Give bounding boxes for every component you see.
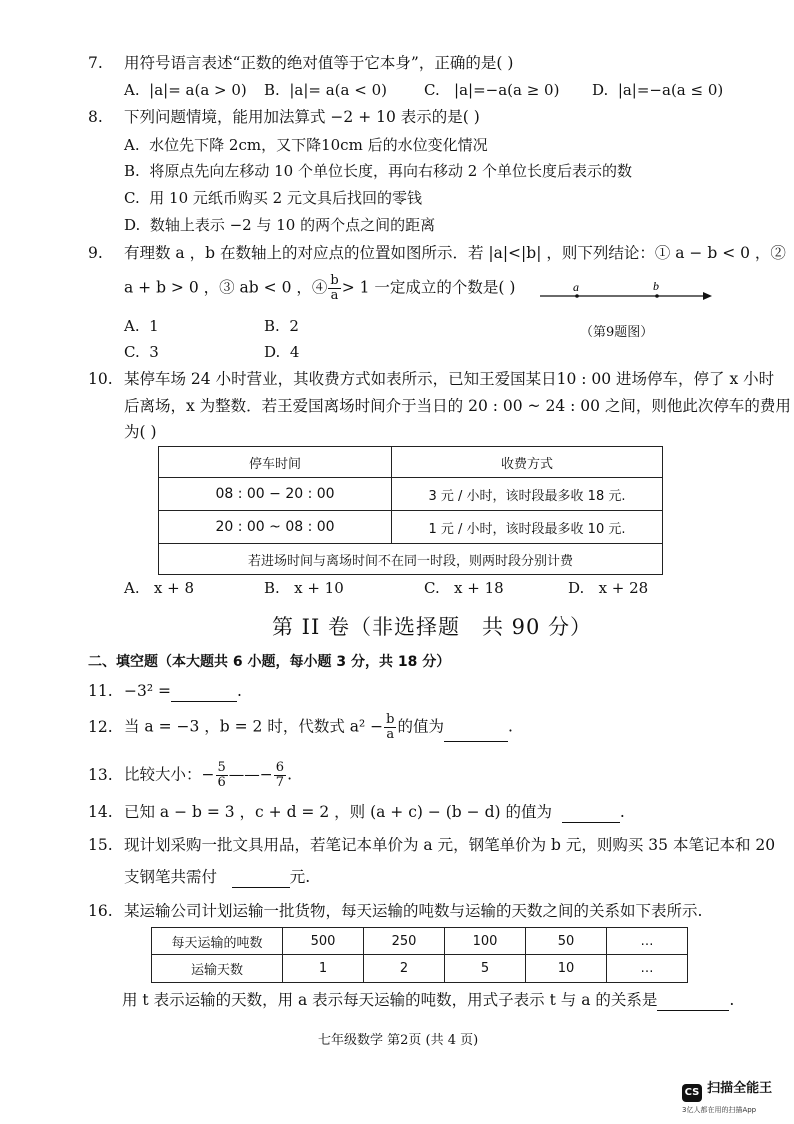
number-line-arrow bbox=[703, 292, 712, 300]
fee-table-header-method: 收费方式 bbox=[392, 447, 663, 478]
transport-tons-4: 50 bbox=[526, 928, 607, 955]
fee-table-note: 若进场时间与离场时间不在同一时段，则两时段分别计费 bbox=[159, 544, 663, 575]
transport-tons-3: 100 bbox=[445, 928, 526, 955]
q13-fraction-1: $\frac{5}{6}$ bbox=[217, 760, 226, 790]
q9-figure-caption: （第9题图） bbox=[580, 325, 654, 340]
transport-tons-2: 250 bbox=[364, 928, 445, 955]
q12-fraction: $\frac{b}{a}$ bbox=[386, 712, 395, 742]
q8-option-d: D. 数轴上表示 −2 与 10 的两个点之间的距离 bbox=[124, 216, 436, 234]
q13: 13. 比较大小：− $\frac{5}{6}$ ——− $\frac{6}{7}$ . bbox=[88, 760, 292, 790]
q10-stem-line2: 后离场，x 为整数．若王爱国离场时间介于当日的 20 : 00 ~ 24 : 00 之间，则他此次停车的费用 bbox=[124, 397, 791, 415]
q9-number-line bbox=[535, 277, 715, 305]
transport-days-4: 10 bbox=[526, 955, 607, 983]
q10-option-c: C. x + 18 bbox=[424, 579, 504, 597]
q16-line1: 16. 某运输公司计划运输一批货物，每天运输的吨数与运输的天数之间的关系如下表所示. bbox=[88, 902, 703, 920]
section2-title: 第 II 卷（非选择题 共 90 分） bbox=[272, 615, 593, 639]
q9-option-d: D. 4 bbox=[264, 343, 300, 361]
q7-option-d: D. |a|=−a(a ≤ 0) bbox=[592, 81, 724, 99]
point-a-dot bbox=[575, 294, 579, 298]
q9-fraction: $\frac{b}{a}$ bbox=[330, 273, 339, 303]
q7-option-c: C. |a|=−a(a ≥ 0) bbox=[424, 81, 560, 99]
q10-fee-table bbox=[158, 446, 663, 575]
q16-line2: 用 t 表示运输的天数，用 a 表示每天运输的吨数，用式子表示 t 与 a 的关系是 . bbox=[122, 991, 735, 1009]
q10-option-a: A. x + 8 bbox=[124, 579, 195, 597]
point-b-dot bbox=[655, 294, 659, 298]
transport-days-more: … bbox=[607, 955, 688, 983]
fee-table-row1-time: 08 : 00 − 20 : 00 bbox=[159, 478, 392, 511]
q7-option-a: A. |a|= a(a > 0) bbox=[124, 81, 247, 99]
point-a-label: a bbox=[573, 280, 579, 294]
q8-option-c: C. 用 10 元纸币购买 2 元文具后找回的零钱 bbox=[124, 189, 422, 207]
transport-days-2: 2 bbox=[364, 955, 445, 983]
transport-days-1: 1 bbox=[283, 955, 364, 983]
fee-table-header-time: 停车时间 bbox=[159, 447, 392, 478]
transport-header-tons: 每天运输的吨数 bbox=[152, 928, 283, 955]
q8-option-a: A. 水位先下降 2cm，又下降10cm 后的水位变化情况 bbox=[124, 136, 488, 154]
q16-answer-blank bbox=[657, 994, 729, 1011]
q16-transport-table bbox=[151, 927, 688, 983]
q14-answer-blank bbox=[562, 806, 620, 823]
transport-days-3: 5 bbox=[445, 955, 526, 983]
q10-option-b: B. x + 10 bbox=[264, 579, 344, 597]
q7-option-b: B. |a|= a(a < 0) bbox=[264, 81, 387, 99]
q9-stem-line1: 9. 有理数 a ，b 在数轴上的对应点的位置如图所示．若 |a|<|b| ，则下列结论：① a − b < 0 ，② bbox=[88, 244, 786, 262]
q9-option-b: B. 2 bbox=[264, 317, 299, 335]
watermark-name: 扫描全能王 bbox=[707, 1081, 773, 1096]
q7-text: 用符号语言表述“正数的绝对值等于它本身”，正确的是( ) bbox=[124, 54, 514, 72]
fee-table-row2-time: 20 : 00 ~ 08 : 00 bbox=[159, 511, 392, 544]
q12: 12. 当 a = −3 ，b = 2 时，代数式 a² − $\frac{b}{a}$ 的值为 . bbox=[88, 712, 513, 742]
q8-stem: 8. 下列问题情境，能用加法算式 −2 + 10 表示的是( ) bbox=[88, 108, 480, 126]
page-footer: 七年级数学 第2页 (共 4 页) bbox=[318, 1033, 479, 1048]
q13-fraction-2: $\frac{6}{7}$ bbox=[275, 760, 285, 790]
q15-answer-blank bbox=[232, 871, 290, 888]
q12-answer-blank bbox=[444, 725, 508, 742]
transport-header-days: 运输天数 bbox=[152, 955, 283, 983]
q14: 14. 已知 a − b = 3 ，c + d = 2 ，则 (a + c) − (b − d) 的值为 . bbox=[88, 803, 625, 821]
q8-option-b: B. 将原点先向左移动 10 个单位长度，再向右移动 2 个单位长度后表示的数 bbox=[124, 162, 633, 180]
fee-table-row2-method: 1 元 / 小时，该时段最多收 10 元. bbox=[392, 511, 663, 544]
transport-tons-more: … bbox=[607, 928, 688, 955]
q9-option-c: C. 3 bbox=[124, 343, 159, 361]
camscanner-logo-icon: CS bbox=[682, 1084, 702, 1102]
scanner-watermark bbox=[682, 1080, 772, 1115]
q9-option-a: A. 1 bbox=[124, 317, 159, 335]
watermark-tagline: 3亿人都在用的扫描App bbox=[682, 1106, 757, 1114]
q15-line1: 15. 现计划采购一批文具用品，若笔记本单价为 a 元，钢笔单价为 b 元，则购买 35 本笔记本和 20 bbox=[88, 836, 776, 854]
q7-stem bbox=[88, 52, 513, 74]
fee-table-row1-method: 3 元 / 小时，该时段最多收 18 元. bbox=[392, 478, 663, 511]
q10-stem-line1: 10. 某停车场 24 小时营业，其收费方式如表所示，已知王爱国某日10 : 00 进场停车，停了 x 小时 bbox=[88, 370, 775, 388]
q10-option-d: D. x + 28 bbox=[568, 579, 649, 597]
point-b-label: b bbox=[653, 279, 659, 293]
section2-heading: 二、填空题（本大题共 6 小题，每小题 3 分，共 18 分） bbox=[88, 654, 451, 670]
q15-line2: 支钢笔共需付 元. bbox=[124, 868, 311, 886]
q9-stem-line2: a + b > 0 ，③ ab < 0 ，④ $\frac{b}{a}$ > 1 一定成立的个数是( ) bbox=[124, 273, 516, 303]
q7-number: 7. bbox=[88, 54, 103, 72]
q11-answer-blank bbox=[171, 685, 237, 702]
transport-tons-1: 500 bbox=[283, 928, 364, 955]
q10-stem-line3: 为( ) bbox=[124, 423, 157, 441]
q11: 11. −3² = . bbox=[88, 682, 242, 700]
